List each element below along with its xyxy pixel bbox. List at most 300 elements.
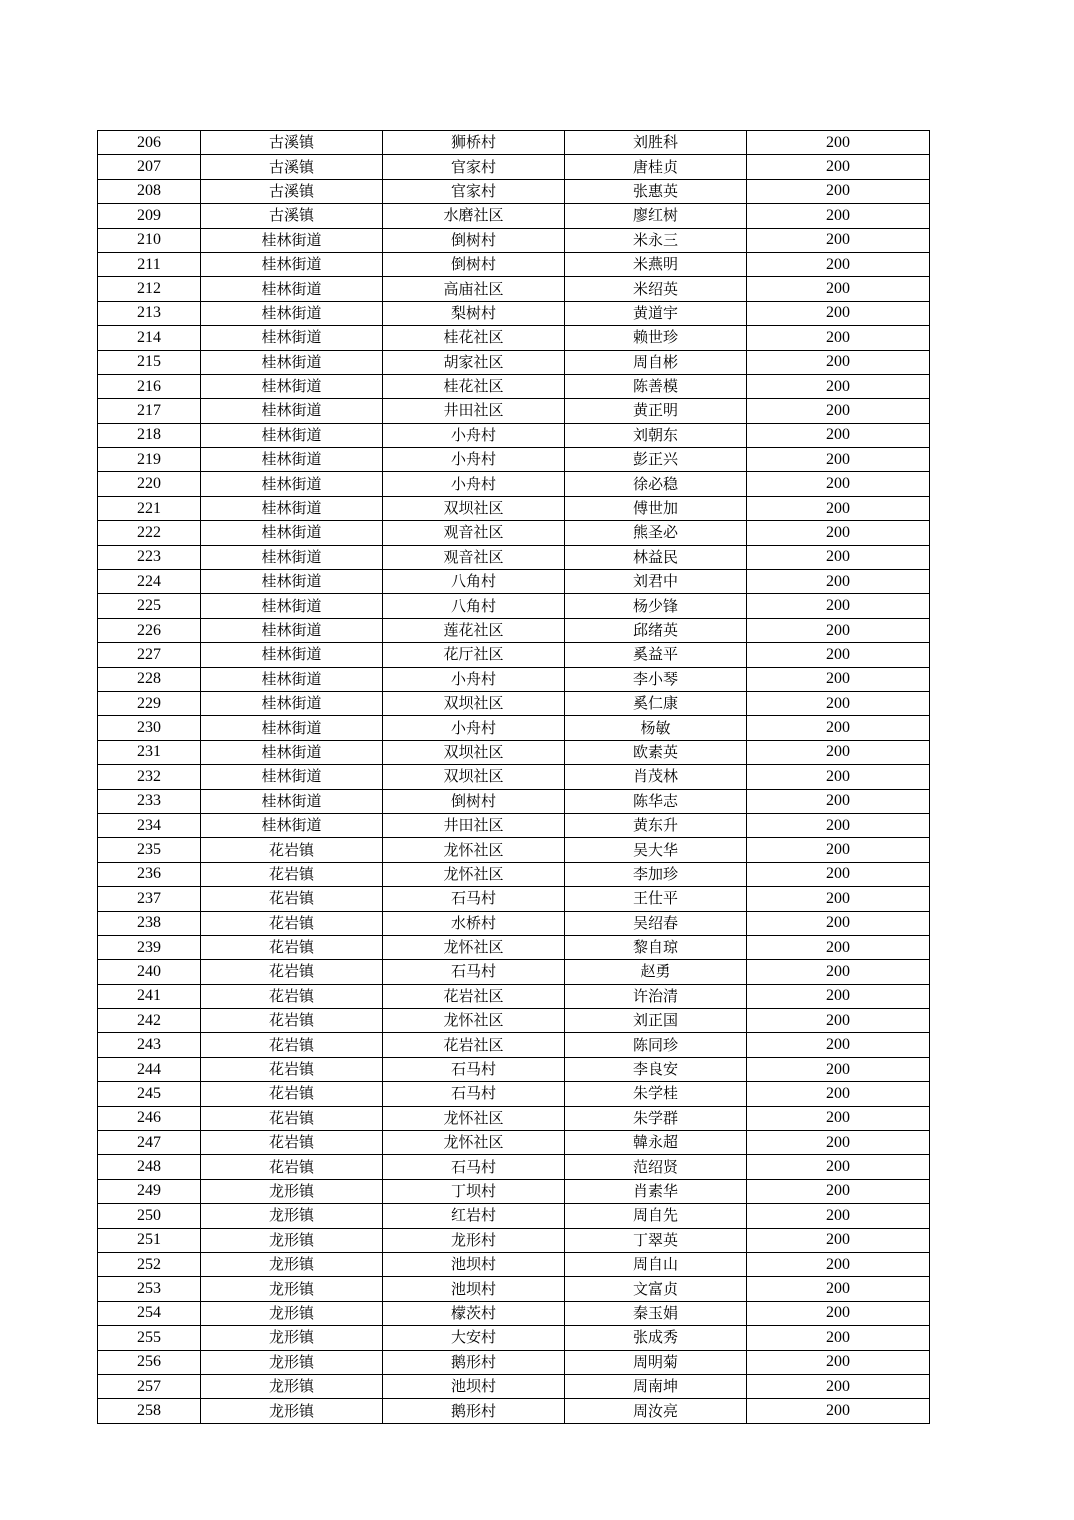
row-number-cell: 219 (98, 448, 201, 472)
name-cell: 黄道宇 (565, 301, 747, 325)
township-cell: 花岩镇 (201, 984, 383, 1008)
name-cell: 杨少锋 (565, 594, 747, 618)
amount-cell: 200 (747, 423, 930, 447)
township-cell: 龙形镇 (201, 1374, 383, 1398)
village-cell: 鹅形村 (383, 1399, 565, 1423)
name-cell: 黄正明 (565, 399, 747, 423)
village-cell: 莲花社区 (383, 618, 565, 642)
row-number-cell: 242 (98, 1009, 201, 1033)
village-cell: 花岩社区 (383, 1033, 565, 1057)
village-cell: 双坝社区 (383, 740, 565, 764)
name-cell: 韓永超 (565, 1131, 747, 1155)
row-number-cell: 206 (98, 131, 201, 155)
village-cell: 红岩村 (383, 1204, 565, 1228)
amount-cell: 200 (747, 1326, 930, 1350)
name-cell: 傅世加 (565, 496, 747, 520)
row-number-cell: 255 (98, 1326, 201, 1350)
table-row (98, 423, 930, 447)
township-cell: 桂林街道 (201, 301, 383, 325)
amount-cell: 200 (747, 301, 930, 325)
village-cell: 倒树村 (383, 228, 565, 252)
amount-cell: 200 (747, 887, 930, 911)
township-cell: 龙形镇 (201, 1179, 383, 1203)
amount-cell: 200 (747, 399, 930, 423)
row-number-cell: 207 (98, 155, 201, 179)
village-cell: 井田社区 (383, 813, 565, 837)
name-cell: 许治清 (565, 984, 747, 1008)
row-number-cell: 217 (98, 399, 201, 423)
table-row (98, 1252, 930, 1276)
amount-cell: 200 (747, 984, 930, 1008)
township-cell: 桂林街道 (201, 448, 383, 472)
row-number-cell: 236 (98, 862, 201, 886)
name-cell: 奚益平 (565, 643, 747, 667)
name-cell: 李良安 (565, 1057, 747, 1081)
table-row (98, 1277, 930, 1301)
township-cell: 龙形镇 (201, 1399, 383, 1423)
village-cell: 小舟村 (383, 472, 565, 496)
township-cell: 桂林街道 (201, 667, 383, 691)
amount-cell: 200 (747, 1155, 930, 1179)
amount-cell: 200 (747, 1106, 930, 1130)
name-cell: 陈华志 (565, 789, 747, 813)
row-number-cell: 216 (98, 374, 201, 398)
name-cell: 陈善模 (565, 374, 747, 398)
township-cell: 龙形镇 (201, 1301, 383, 1325)
row-number-cell: 232 (98, 765, 201, 789)
roster-table-body (98, 131, 930, 1424)
township-cell: 桂林街道 (201, 374, 383, 398)
table-row (98, 350, 930, 374)
village-cell: 石马村 (383, 887, 565, 911)
village-cell: 观音社区 (383, 545, 565, 569)
village-cell: 梨树村 (383, 301, 565, 325)
table-row (98, 155, 930, 179)
row-number-cell: 228 (98, 667, 201, 691)
township-cell: 龙形镇 (201, 1326, 383, 1350)
table-row (98, 545, 930, 569)
row-number-cell: 247 (98, 1131, 201, 1155)
township-cell: 花岩镇 (201, 911, 383, 935)
table-row (98, 960, 930, 984)
amount-cell: 200 (747, 496, 930, 520)
row-number-cell: 225 (98, 594, 201, 618)
row-number-cell: 248 (98, 1155, 201, 1179)
township-cell: 桂林街道 (201, 399, 383, 423)
amount-cell: 200 (747, 1179, 930, 1203)
row-number-cell: 212 (98, 277, 201, 301)
township-cell: 桂林街道 (201, 594, 383, 618)
table-row (98, 496, 930, 520)
name-cell: 陈同珍 (565, 1033, 747, 1057)
amount-cell: 200 (747, 911, 930, 935)
row-number-cell: 257 (98, 1374, 201, 1398)
table-row (98, 1106, 930, 1130)
village-cell: 龙怀社区 (383, 862, 565, 886)
village-cell: 花厅社区 (383, 643, 565, 667)
village-cell: 水磨社区 (383, 204, 565, 228)
row-number-cell: 240 (98, 960, 201, 984)
amount-cell: 200 (747, 1301, 930, 1325)
table-row (98, 594, 930, 618)
township-cell: 桂林街道 (201, 521, 383, 545)
village-cell: 池坝村 (383, 1277, 565, 1301)
village-cell: 池坝村 (383, 1374, 565, 1398)
table-row (98, 179, 930, 203)
name-cell: 米永三 (565, 228, 747, 252)
township-cell: 桂林街道 (201, 789, 383, 813)
table-row (98, 228, 930, 252)
township-cell: 桂林街道 (201, 813, 383, 837)
name-cell: 吴绍春 (565, 911, 747, 935)
name-cell: 周南坤 (565, 1374, 747, 1398)
row-number-cell: 254 (98, 1301, 201, 1325)
table-row (98, 1374, 930, 1398)
township-cell: 桂林街道 (201, 472, 383, 496)
row-number-cell: 239 (98, 935, 201, 959)
row-number-cell: 243 (98, 1033, 201, 1057)
township-cell: 桂林街道 (201, 545, 383, 569)
village-cell: 大安村 (383, 1326, 565, 1350)
amount-cell: 200 (747, 667, 930, 691)
name-cell: 李小琴 (565, 667, 747, 691)
amount-cell: 200 (747, 740, 930, 764)
village-cell: 龙怀社区 (383, 1106, 565, 1130)
row-number-cell: 214 (98, 326, 201, 350)
row-number-cell: 210 (98, 228, 201, 252)
village-cell: 井田社区 (383, 399, 565, 423)
name-cell: 杨敏 (565, 716, 747, 740)
table-row (98, 521, 930, 545)
amount-cell: 200 (747, 1057, 930, 1081)
table-row (98, 204, 930, 228)
table-row (98, 1131, 930, 1155)
township-cell: 龙形镇 (201, 1252, 383, 1276)
row-number-cell: 253 (98, 1277, 201, 1301)
amount-cell: 200 (747, 1009, 930, 1033)
township-cell: 桂林街道 (201, 350, 383, 374)
amount-cell: 200 (747, 1277, 930, 1301)
amount-cell: 200 (747, 813, 930, 837)
table-row (98, 1301, 930, 1325)
name-cell: 邱绪英 (565, 618, 747, 642)
village-cell: 桂花社区 (383, 374, 565, 398)
village-cell: 八角村 (383, 570, 565, 594)
amount-cell: 200 (747, 862, 930, 886)
row-number-cell: 245 (98, 1082, 201, 1106)
amount-cell: 200 (747, 326, 930, 350)
table-row (98, 399, 930, 423)
village-cell: 石马村 (383, 1082, 565, 1106)
name-cell: 朱学桂 (565, 1082, 747, 1106)
name-cell: 吴大华 (565, 838, 747, 862)
township-cell: 花岩镇 (201, 1033, 383, 1057)
roster-table (97, 130, 930, 1424)
name-cell: 刘君中 (565, 570, 747, 594)
table-row (98, 1399, 930, 1423)
table-row (98, 984, 930, 1008)
row-number-cell: 209 (98, 204, 201, 228)
township-cell: 古溪镇 (201, 131, 383, 155)
village-cell: 花岩社区 (383, 984, 565, 1008)
table-row (98, 887, 930, 911)
name-cell: 朱学群 (565, 1106, 747, 1130)
village-cell: 石马村 (383, 1057, 565, 1081)
township-cell: 龙形镇 (201, 1277, 383, 1301)
table-row (98, 1326, 930, 1350)
amount-cell: 200 (747, 472, 930, 496)
name-cell: 欧素英 (565, 740, 747, 764)
name-cell: 米绍英 (565, 277, 747, 301)
amount-cell: 200 (747, 618, 930, 642)
name-cell: 李加珍 (565, 862, 747, 886)
amount-cell: 200 (747, 643, 930, 667)
township-cell: 花岩镇 (201, 838, 383, 862)
row-number-cell: 231 (98, 740, 201, 764)
table-row (98, 862, 930, 886)
row-number-cell: 230 (98, 716, 201, 740)
township-cell: 桂林街道 (201, 643, 383, 667)
township-cell: 花岩镇 (201, 960, 383, 984)
row-number-cell: 208 (98, 179, 201, 203)
amount-cell: 200 (747, 1228, 930, 1252)
table-row (98, 1057, 930, 1081)
village-cell: 水桥村 (383, 911, 565, 935)
village-cell: 高庙社区 (383, 277, 565, 301)
table-row (98, 691, 930, 715)
village-cell: 龙怀社区 (383, 935, 565, 959)
row-number-cell: 252 (98, 1252, 201, 1276)
row-number-cell: 249 (98, 1179, 201, 1203)
amount-cell: 200 (747, 716, 930, 740)
table-row (98, 667, 930, 691)
name-cell: 赵勇 (565, 960, 747, 984)
amount-cell: 200 (747, 1350, 930, 1374)
village-cell: 丁坝村 (383, 1179, 565, 1203)
village-cell: 倒树村 (383, 252, 565, 276)
name-cell: 黎自琼 (565, 935, 747, 959)
village-cell: 小舟村 (383, 448, 565, 472)
amount-cell: 200 (747, 1204, 930, 1228)
table-row (98, 448, 930, 472)
name-cell: 周汝亮 (565, 1399, 747, 1423)
name-cell: 肖茂林 (565, 765, 747, 789)
table-row (98, 643, 930, 667)
table-row (98, 789, 930, 813)
name-cell: 丁翠英 (565, 1228, 747, 1252)
township-cell: 桂林街道 (201, 716, 383, 740)
table-row (98, 1204, 930, 1228)
village-cell: 小舟村 (383, 667, 565, 691)
township-cell: 花岩镇 (201, 887, 383, 911)
village-cell: 龙形村 (383, 1228, 565, 1252)
table-row (98, 1033, 930, 1057)
amount-cell: 200 (747, 691, 930, 715)
village-cell: 双坝社区 (383, 691, 565, 715)
name-cell: 周自先 (565, 1204, 747, 1228)
amount-cell: 200 (747, 960, 930, 984)
village-cell: 小舟村 (383, 716, 565, 740)
name-cell: 徐必稳 (565, 472, 747, 496)
table-row (98, 1179, 930, 1203)
amount-cell: 200 (747, 131, 930, 155)
row-number-cell: 218 (98, 423, 201, 447)
table-row (98, 618, 930, 642)
township-cell: 花岩镇 (201, 935, 383, 959)
township-cell: 桂林街道 (201, 423, 383, 447)
table-row (98, 1009, 930, 1033)
village-cell: 八角村 (383, 594, 565, 618)
amount-cell: 200 (747, 789, 930, 813)
village-cell: 观音社区 (383, 521, 565, 545)
name-cell: 张惠英 (565, 179, 747, 203)
amount-cell: 200 (747, 179, 930, 203)
row-number-cell: 241 (98, 984, 201, 1008)
table-row (98, 1155, 930, 1179)
township-cell: 桂林街道 (201, 496, 383, 520)
amount-cell: 200 (747, 204, 930, 228)
row-number-cell: 235 (98, 838, 201, 862)
row-number-cell: 233 (98, 789, 201, 813)
amount-cell: 200 (747, 1399, 930, 1423)
township-cell: 花岩镇 (201, 1082, 383, 1106)
row-number-cell: 256 (98, 1350, 201, 1374)
table-row (98, 1082, 930, 1106)
township-cell: 桂林街道 (201, 740, 383, 764)
row-number-cell: 251 (98, 1228, 201, 1252)
name-cell: 刘正国 (565, 1009, 747, 1033)
name-cell: 文富贞 (565, 1277, 747, 1301)
amount-cell: 200 (747, 448, 930, 472)
table-row (98, 131, 930, 155)
name-cell: 米燕明 (565, 252, 747, 276)
row-number-cell: 220 (98, 472, 201, 496)
row-number-cell: 226 (98, 618, 201, 642)
village-cell: 桂花社区 (383, 326, 565, 350)
table-row (98, 326, 930, 350)
name-cell: 周自彬 (565, 350, 747, 374)
row-number-cell: 238 (98, 911, 201, 935)
table-row (98, 813, 930, 837)
table-row (98, 716, 930, 740)
village-cell: 池坝村 (383, 1252, 565, 1276)
name-cell: 赖世珍 (565, 326, 747, 350)
name-cell: 唐桂贞 (565, 155, 747, 179)
name-cell: 周自山 (565, 1252, 747, 1276)
row-number-cell: 223 (98, 545, 201, 569)
township-cell: 花岩镇 (201, 1131, 383, 1155)
township-cell: 龙形镇 (201, 1350, 383, 1374)
table-row (98, 911, 930, 935)
name-cell: 刘胜科 (565, 131, 747, 155)
village-cell: 石马村 (383, 960, 565, 984)
village-cell: 狮桥村 (383, 131, 565, 155)
township-cell: 古溪镇 (201, 155, 383, 179)
table-row (98, 301, 930, 325)
amount-cell: 200 (747, 1374, 930, 1398)
row-number-cell: 224 (98, 570, 201, 594)
township-cell: 桂林街道 (201, 570, 383, 594)
amount-cell: 200 (747, 935, 930, 959)
amount-cell: 200 (747, 1082, 930, 1106)
amount-cell: 200 (747, 521, 930, 545)
amount-cell: 200 (747, 252, 930, 276)
amount-cell: 200 (747, 228, 930, 252)
table-row (98, 1228, 930, 1252)
township-cell: 花岩镇 (201, 1057, 383, 1081)
amount-cell: 200 (747, 1033, 930, 1057)
name-cell: 熊圣必 (565, 521, 747, 545)
row-number-cell: 211 (98, 252, 201, 276)
village-cell: 双坝社区 (383, 496, 565, 520)
township-cell: 花岩镇 (201, 1106, 383, 1130)
row-number-cell: 246 (98, 1106, 201, 1130)
amount-cell: 200 (747, 277, 930, 301)
village-cell: 檬茨村 (383, 1301, 565, 1325)
village-cell: 石马村 (383, 1155, 565, 1179)
village-cell: 胡家社区 (383, 350, 565, 374)
name-cell: 廖红树 (565, 204, 747, 228)
name-cell: 张成秀 (565, 1326, 747, 1350)
village-cell: 龙怀社区 (383, 1131, 565, 1155)
township-cell: 古溪镇 (201, 179, 383, 203)
table-row (98, 740, 930, 764)
row-number-cell: 229 (98, 691, 201, 715)
township-cell: 桂林街道 (201, 228, 383, 252)
table-row (98, 374, 930, 398)
township-cell: 桂林街道 (201, 765, 383, 789)
name-cell: 肖素华 (565, 1179, 747, 1203)
village-cell: 龙怀社区 (383, 1009, 565, 1033)
amount-cell: 200 (747, 1131, 930, 1155)
name-cell: 奚仁康 (565, 691, 747, 715)
township-cell: 花岩镇 (201, 1009, 383, 1033)
table-row (98, 472, 930, 496)
row-number-cell: 221 (98, 496, 201, 520)
name-cell: 王仕平 (565, 887, 747, 911)
village-cell: 官家村 (383, 155, 565, 179)
table-row (98, 935, 930, 959)
township-cell: 桂林街道 (201, 691, 383, 715)
name-cell: 范绍贤 (565, 1155, 747, 1179)
row-number-cell: 227 (98, 643, 201, 667)
amount-cell: 200 (747, 765, 930, 789)
table-row (98, 765, 930, 789)
name-cell: 刘朝东 (565, 423, 747, 447)
table-row (98, 1350, 930, 1374)
township-cell: 花岩镇 (201, 862, 383, 886)
name-cell: 秦玉娟 (565, 1301, 747, 1325)
name-cell: 黄东升 (565, 813, 747, 837)
table-row (98, 252, 930, 276)
table-row (98, 277, 930, 301)
amount-cell: 200 (747, 545, 930, 569)
township-cell: 龙形镇 (201, 1228, 383, 1252)
amount-cell: 200 (747, 374, 930, 398)
row-number-cell: 213 (98, 301, 201, 325)
township-cell: 桂林街道 (201, 618, 383, 642)
row-number-cell: 250 (98, 1204, 201, 1228)
row-number-cell: 222 (98, 521, 201, 545)
row-number-cell: 234 (98, 813, 201, 837)
row-number-cell: 244 (98, 1057, 201, 1081)
township-cell: 桂林街道 (201, 326, 383, 350)
amount-cell: 200 (747, 350, 930, 374)
township-cell: 龙形镇 (201, 1204, 383, 1228)
village-cell: 龙怀社区 (383, 838, 565, 862)
row-number-cell: 258 (98, 1399, 201, 1423)
township-cell: 桂林街道 (201, 252, 383, 276)
